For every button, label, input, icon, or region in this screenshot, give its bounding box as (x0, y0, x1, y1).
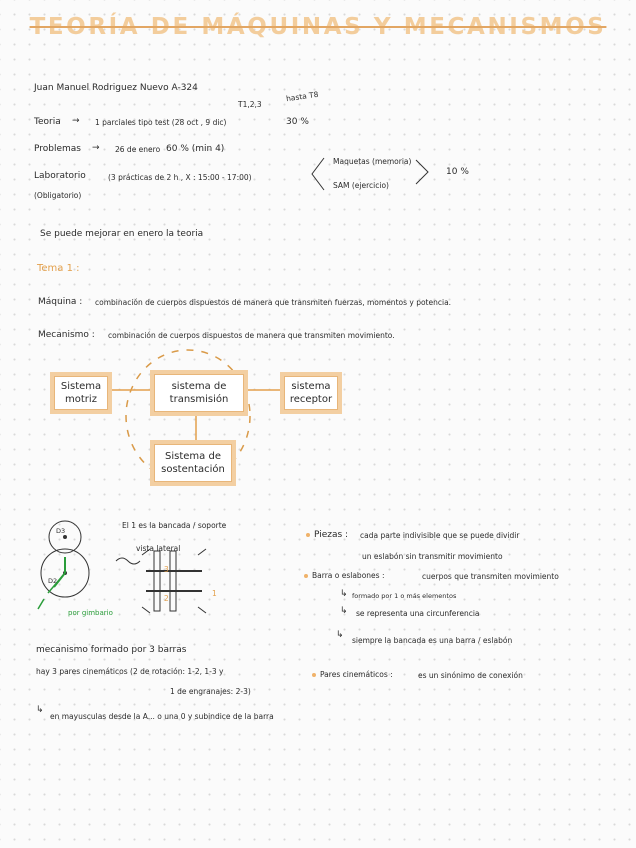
arrow-icon: → (72, 116, 80, 126)
maquina-text: combinación de cuerpos dispuestos de manera que transmiten fuerzas, momentos y potencia. (95, 298, 452, 307)
lab-item-1: Maquetas (memoria) (333, 157, 412, 166)
barra-sub-2: se representa una circunferencia (356, 609, 480, 618)
gear-big-label: D2 (48, 577, 58, 585)
hook-arrow-icon: ↳ (340, 589, 348, 599)
sistema-transmision-box: sistema de transmisión (150, 370, 248, 416)
problemas-percent: 60 % (min 4) (166, 144, 225, 154)
pares-note-2: 1 de engranajes: 2-3) (170, 687, 251, 696)
piezas-text-1: cada parte indivisible que se puede dividir (360, 531, 520, 540)
hook-arrow-icon: ↳ (36, 705, 44, 715)
barra-item (304, 572, 384, 581)
maquina-label: Máquina : (38, 297, 83, 307)
piezas-label: Piezas : (314, 530, 349, 540)
mejora-note: Se puede mejorar en enero la teoria (40, 229, 204, 239)
author-line: Juan Manuel Rodriguez Nuevo A-324 (34, 83, 198, 93)
barra-label: Barra o eslabones : (312, 571, 385, 580)
teoria-text: 1 parciales tipo test (28 oct , 9 dic) (95, 118, 227, 127)
pares-note-1: hay 3 pares cinemáticos (2 de rotación: 1-2, 1-3 y (36, 667, 224, 676)
arrow-icon: → (92, 143, 100, 153)
barra-sub-3: siempre la bancada es una barra / eslabón (352, 636, 513, 645)
mayusculas-note: en mayusculas desde la A... o una 0 y subindice de la barra (50, 712, 274, 721)
bullet-icon (306, 533, 310, 537)
page-title: TEORÍA DE MÁQUINAS Y MECANISMOS (29, 14, 607, 40)
vista-note: vista lateral (136, 544, 181, 553)
pares-text: es un sinónimo de conexión (418, 671, 523, 680)
problemas-label: Problemas (34, 144, 81, 154)
lab-percent: 10 % (446, 167, 469, 177)
mecanismo-text: combinación de cuerpos dispuestos de manera que transmiten movimiento. (108, 331, 395, 340)
barras-note: mecanismo formado por 3 barras (36, 645, 187, 655)
teoria-topics: T1,2,3 (238, 100, 262, 109)
teoria-label: Teoria (34, 117, 61, 127)
pares-label: Pares cinemáticos : (320, 670, 393, 679)
bullet-icon (312, 673, 316, 677)
laboratorio-label: Laboratorio (34, 171, 86, 181)
sistema-sostentacion-box: Sistema de sostentación (150, 440, 236, 486)
barra-text: cuerpos que transmiten movimiento (422, 572, 559, 581)
hook-arrow-icon: ↳ (340, 606, 348, 616)
bancada-note: El 1 es la bancada / soporte (122, 521, 227, 530)
problemas-text: 26 de enero (115, 145, 161, 154)
mecanismo-label: Mecanismo : (38, 330, 95, 340)
teoria-percent: 30 % (286, 117, 309, 127)
teoria-until: hasta T8 (285, 89, 319, 104)
bullet-icon (304, 574, 308, 578)
sistema-motriz-box: Sistema motriz (50, 372, 112, 414)
number-2: 2 (164, 594, 169, 603)
sistema-receptor-box: sistema receptor (280, 372, 342, 414)
number-1: 1 (212, 589, 217, 598)
laboratorio-note: (Obligatorio) (34, 191, 82, 200)
gear-green-label: por gimbario (68, 609, 113, 617)
gear-small-label: D3 (56, 527, 66, 535)
hook-arrow-icon: ↳ (336, 630, 344, 640)
number-3: 3 (164, 565, 169, 574)
diagram-connectors (0, 340, 636, 500)
pares-item (312, 671, 393, 680)
lab-item-2: SAM (ejercicio) (333, 181, 389, 190)
laboratorio-text: (3 prácticas de 2 h , X : 15:00 - 17:00) (108, 173, 252, 182)
piezas-text-2: un eslabón sin transmitir movimiento (362, 552, 503, 561)
barra-sub-1: formado por 1 o más elementos (352, 592, 457, 600)
piezas-item (306, 531, 348, 540)
section-heading: Tema 1 : (37, 263, 80, 274)
